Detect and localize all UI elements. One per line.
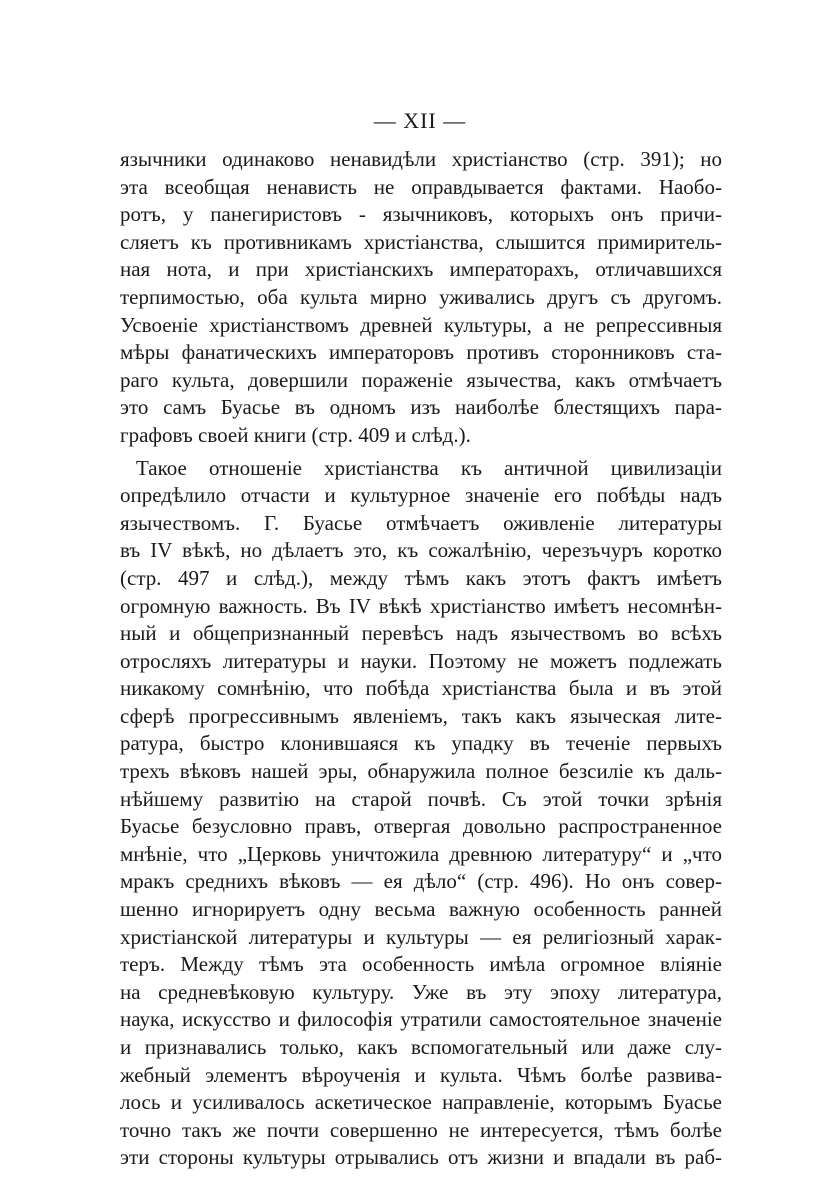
text-line: трехъ вѣковъ нашей эры, обнаружила полное безсиліе къ даль- (120, 759, 722, 784)
body-text (120, 146, 722, 1172)
paragraph-1 (120, 146, 722, 450)
text-line: огромную важность. Въ IV вѣкѣ христіанство имѣетъ несомнѣн- (120, 593, 722, 618)
text-line: наука, искусство и философія утратили самостоятельное значеніе (120, 1007, 722, 1032)
text-line: сляетъ къ противникамъ христіанства, слышится примиритель- (120, 229, 722, 254)
text-line: христіанской литературы и культуры — ея религіозный харак- (120, 924, 722, 949)
text-line: никакому сомнѣнію, что побѣда христіанства была и въ этой (120, 676, 722, 701)
text-line: въ IV вѣкѣ, но дѣлаетъ это, къ сожалѣнію, черезъчуръ коротко (120, 538, 722, 563)
text-line: (стр. 497 и слѣд.), между тѣмъ какъ этотъ фактъ имѣетъ (120, 565, 722, 590)
text-line: точно такъ же почти совершенно не интересуется, тѣмъ болѣе (120, 1117, 722, 1142)
text-line: ротъ, у панегиристовъ - язычниковъ, которыхъ онъ причи- (120, 202, 722, 227)
text-line: Усвоеніе христіанствомъ древней культуры, а не репрессивныя (120, 312, 722, 337)
text-line: эта всеобщая ненависть не оправдывается фактами. Наобо- (120, 174, 722, 199)
text-line: Такое отношеніе христіанства къ античной цивилизаціи (136, 455, 722, 480)
text-line: мнѣніе, что „Церковь уничтожила древнюю литературу“ и „что (120, 841, 722, 866)
text-line: нѣйшему развитію на старой почвѣ. Съ этой точки зрѣнія (120, 786, 722, 811)
paragraph-2 (120, 455, 722, 1172)
text-line: ный и общепризнанный перевѣсъ надъ язычествомъ во всѣхъ (120, 621, 722, 646)
text-line: мракъ среднихъ вѣковъ — ея дѣло“ (стр. 496). Но онъ совер- (120, 869, 722, 894)
text-line: отросляхъ литературы и науки. Поэтому не можетъ подлежать (120, 648, 722, 673)
text-line: это самъ Буасье въ одномъ изъ наиболѣе блестящихъ пара- (120, 395, 722, 420)
text-line: раго культа, довершили пораженіе язычества, какъ отмѣчаетъ (120, 367, 722, 392)
text-line: ная нота, и при христіанскихъ императорахъ, отличавшихся (120, 257, 722, 282)
text-line: терпимостью, оба культа мирно уживались другъ съ другомъ. (120, 284, 722, 309)
text-line: и признавались только, какъ вспомогательный или даже слу- (120, 1035, 722, 1059)
text-line: графовъ своей книги (стр. 409 и слѣд.). (120, 422, 471, 447)
text-line: опредѣлило отчасти и культурное значеніе его побѣды надъ (120, 483, 722, 508)
text-line: мѣры фанатическихъ императоровъ противъ сторонниковъ ста- (120, 340, 722, 365)
text-line: на средневѣковую культуру. Уже въ эту эпоху литература, (120, 979, 722, 1004)
text-line: жебный элементъ вѣроученія и культа. Чѣмъ болѣе развива- (120, 1062, 722, 1087)
text-line: язычествомъ. Г. Буасье отмѣчаетъ оживленіе литературы (120, 510, 722, 535)
text-line: теръ. Между тѣмъ эта особенность имѣла огромное вліяніе (120, 952, 722, 977)
text-line: эти стороны культуры отрывались отъ жизни и впадали въ раб- (120, 1145, 722, 1170)
text-line: язычники одинаково ненавидѣли христіанство (стр. 391); но (120, 147, 722, 171)
text-line: лось и усиливалось аскетическое направленіе, которымъ Буасье (120, 1090, 722, 1115)
text-line: шенно игнорируетъ одну весьма важную особенность ранней (120, 897, 722, 922)
text-line: ратура, быстро клонившаяся къ упадку въ теченіе первыхъ (120, 731, 722, 756)
page-number-header: — XII — (373, 108, 467, 133)
text-line: Буасье безусловно правъ, отвергая довольно распространенное (120, 814, 722, 839)
text-line: сферѣ прогрессивнымъ явленіемъ, такъ какъ языческая лите- (120, 703, 722, 728)
